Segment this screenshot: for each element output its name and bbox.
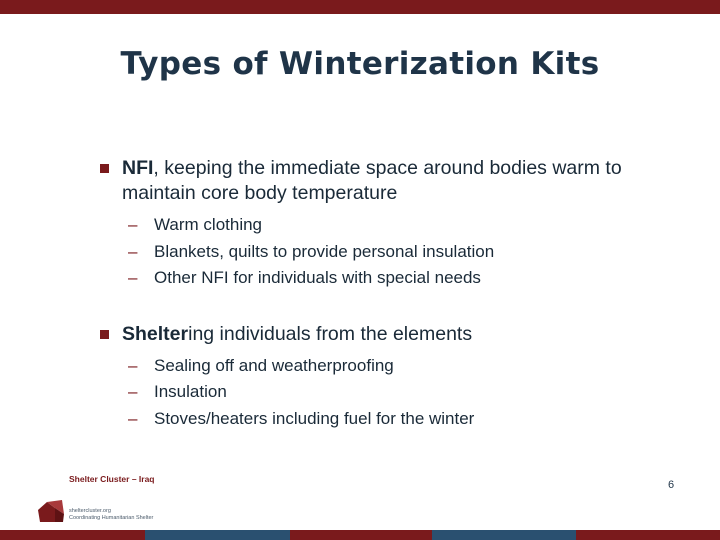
sub-list-nfi <box>100 212 680 292</box>
bottom-bar-segment <box>576 530 720 540</box>
slide-content <box>100 156 680 432</box>
square-bullet-icon <box>100 164 109 173</box>
bottom-accent-bar <box>0 530 720 540</box>
bullet-nfi <box>100 156 680 206</box>
list-item: – Warm clothing <box>128 212 680 239</box>
bottom-bar-segment <box>432 530 576 540</box>
bullet-text: ing individuals from the elements <box>188 322 473 345</box>
shelter-house-icon <box>36 498 66 524</box>
dash-icon: – <box>128 382 138 401</box>
logo-org-name: Shelter Cluster – Iraq <box>69 474 155 484</box>
top-accent-bar <box>0 0 720 14</box>
list-item: – Blankets, quilts to provide personal insulation <box>128 239 680 266</box>
slide-title: Types of Winterization Kits <box>120 46 600 82</box>
dash-icon: – <box>128 355 138 375</box>
bottom-bar-segment <box>0 530 145 540</box>
dash-icon: – <box>128 268 138 287</box>
shelter-cluster-logo <box>36 474 196 524</box>
list-item: – Other NFI for individuals with special needs <box>128 265 680 292</box>
list-item: – Stoves/heaters including fuel for the winter <box>128 406 680 433</box>
bottom-bar-segment <box>145 530 290 540</box>
list-item: – Sealing off and weatherproofing <box>128 353 680 380</box>
sub-list-sheltering <box>100 353 680 433</box>
bullet-keyword: NFI <box>122 157 154 179</box>
dash-icon: – <box>128 241 138 261</box>
bullet-sheltering <box>100 322 680 347</box>
bottom-bar-segment <box>290 530 432 540</box>
logo-tagline: Coordinating Humanitarian Shelter <box>69 515 154 521</box>
logo-url: sheltercluster.org <box>69 508 111 514</box>
dash-icon: – <box>128 215 138 234</box>
square-bullet-icon <box>100 330 109 339</box>
page-number: 6 <box>668 479 675 491</box>
dash-icon: – <box>128 408 138 428</box>
bullet-text: , keeping the immediate space around bodies warm to maintain core body temperature <box>122 157 622 204</box>
bullet-keyword: Shelter <box>122 322 189 345</box>
list-item: – Insulation <box>128 379 680 406</box>
